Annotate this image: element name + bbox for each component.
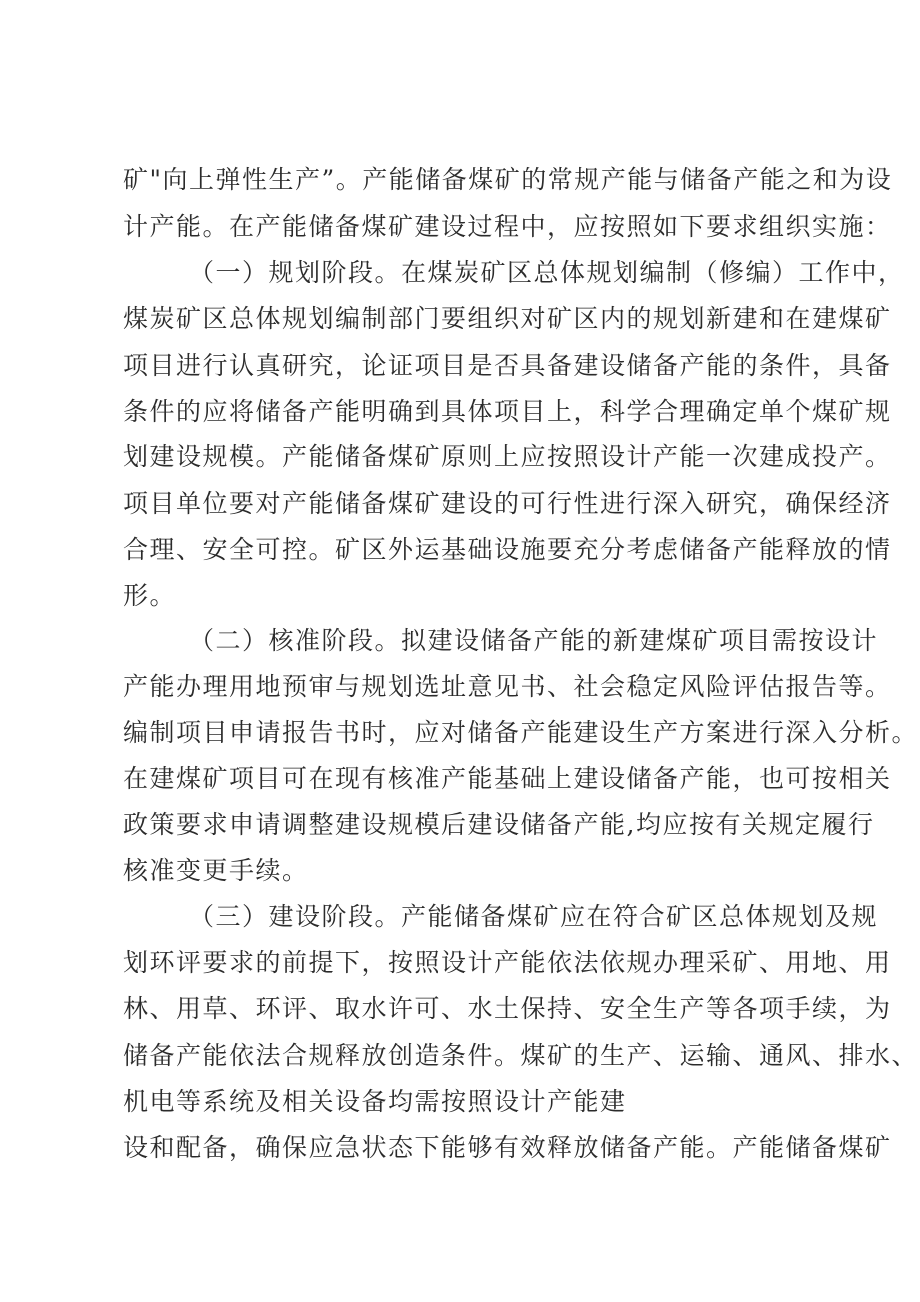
paragraph-2-start: （二）核准阶段。拟建设储备产能的新建煤矿项目需按设计 bbox=[189, 626, 879, 655]
paragraph-3-start: （三）建设阶段。产能储备煤矿应在符合矿区总体规划及规 bbox=[189, 902, 879, 931]
paragraph-1-start: （一）规划阶段。在煤炭矿区总体规划编制（修编）工作中， bbox=[189, 258, 905, 287]
text-line: 产能办理用地预审与规划选址意见书、社会稳定风险评估报告等。 bbox=[123, 672, 892, 701]
text-line: 条件的应将储备产能明确到具体项目上，科学合理确定单个煤矿规 bbox=[123, 397, 892, 426]
text-line: 项目进行认真研究，论证项目是否具备建设储备产能的条件，具备 bbox=[123, 351, 892, 380]
text-line: 编制项目申请报告书时，应对储备产能建设生产方案进行深入分析。 bbox=[123, 718, 919, 747]
text-line: 矿"向上弹性生产”。产能储备煤矿的常规产能与储备产能之和为设 bbox=[123, 165, 893, 194]
text-line: 核准变更手续。 bbox=[123, 856, 309, 885]
text-line: 划环评要求的前提下，按照设计产能依法依规办理采矿、用地、用 bbox=[123, 948, 892, 977]
text-line: 煤炭矿区总体规划编制部门要组织对矿区内的规划新建和在建煤矿 bbox=[123, 304, 892, 333]
text-line: 机电等系统及相关设备均需按照设计产能建 bbox=[123, 1087, 627, 1116]
text-line: 划建设规模。产能储备煤矿原则上应按照设计产能一次建成投产。 bbox=[123, 442, 892, 471]
text-line: 林、用草、环评、取水许可、水土保持、安全生产等各项手续，为 bbox=[123, 994, 892, 1023]
text-line: 在建煤矿项目可在现有核准产能基础上建设储备产能，也可按相关 bbox=[123, 764, 892, 793]
text-line: 项目单位要对产能储备煤矿建设的可行性进行深入研究，确保经济 bbox=[123, 489, 892, 518]
text-line: 合理、安全可控。矿区外运基础设施要充分考虑储备产能释放的情 bbox=[123, 535, 892, 564]
text-line: 形。 bbox=[123, 581, 177, 610]
text-line: 计产能。在产能储备煤矿建设过程中，应按照如下要求组织实施： bbox=[123, 212, 892, 241]
text-line: 设和配备，确保应急状态下能够有效释放储备产能。产能储备煤矿 bbox=[123, 1133, 892, 1162]
text-line: 储备产能依法合规释放创造条件。煤矿的生产、运输、通风、排水、 bbox=[123, 1041, 919, 1070]
text-line: 政策要求申请调整建设规模后建设储备产能,均应按有关规定履行 bbox=[123, 810, 875, 839]
